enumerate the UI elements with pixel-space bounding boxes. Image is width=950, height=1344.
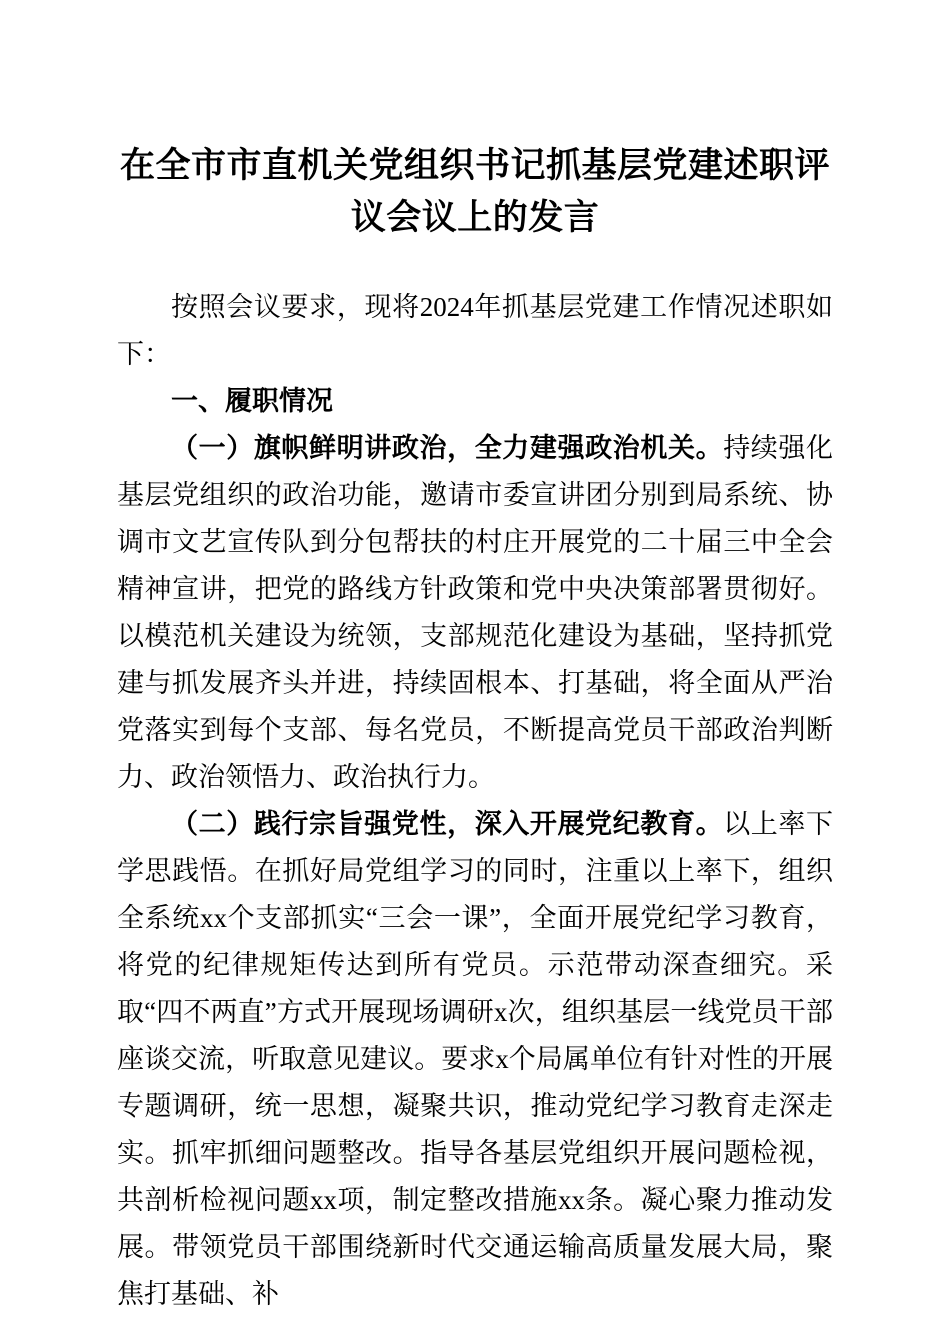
- section-heading-1: 一、履职情况: [171, 386, 333, 416]
- paragraph-1: [117, 425, 833, 801]
- paragraph-2: [117, 801, 833, 1318]
- paragraph-2-text: 以上率下学思践悟。在抓好局党组学习的同时，注重以上率下，组织全系统xx个支部抓实“三会一课”，全面开展党纪学习教育，将党的纪律规矩传达到所有党员。示范带动深查细究。采取“四不两直”方式开展现场调研x次，组织基层一线党员干部座谈交流，听取意见建议。要求x个局属单位有针对性的开展专题调研，统一思想，凝聚共识，推动党纪学习教育走深走实。抓牢抓细问题整改。指导各基层党组织开展问题检视，共剖析检视问题xx项，制定整改措施xx条。凝心聚力推动发展。带领党员干部围绕新时代交通运输高质量发展大局，聚焦打基础、补: [117, 809, 834, 1309]
- document-title: 在全市市直机关党组织书记抓基层党建述职评议会议上的发言: [119, 146, 830, 237]
- paragraph-1-text: 持续强化基层党组织的政治功能，邀请市委宣讲团分别到局系统、协调市文艺宣传队到分包帮扶的村庄开展党的二十届三中全会精神宣讲，把党的路线方针政策和党中央决策部署贯彻好。以模范机关建设为统领，支部规范化建设为基础，坚持抓党建与抓发展齐头并进，持续固根本、打基础，将全面从严治党落实到每个支部、每名党员，不断提高党员干部政治判断力、政治领悟力、政治执行力。: [117, 433, 834, 792]
- paragraph-2-lead: （二）践行宗旨强党性，深入开展党纪教育。: [171, 809, 724, 839]
- paragraph-1-lead: （一）旗帜鲜明讲政治，全力建强政治机关。: [171, 433, 724, 463]
- paragraph-intro: 按照会议要求，现将2024年抓基层党建工作情况述职如下：: [117, 292, 833, 369]
